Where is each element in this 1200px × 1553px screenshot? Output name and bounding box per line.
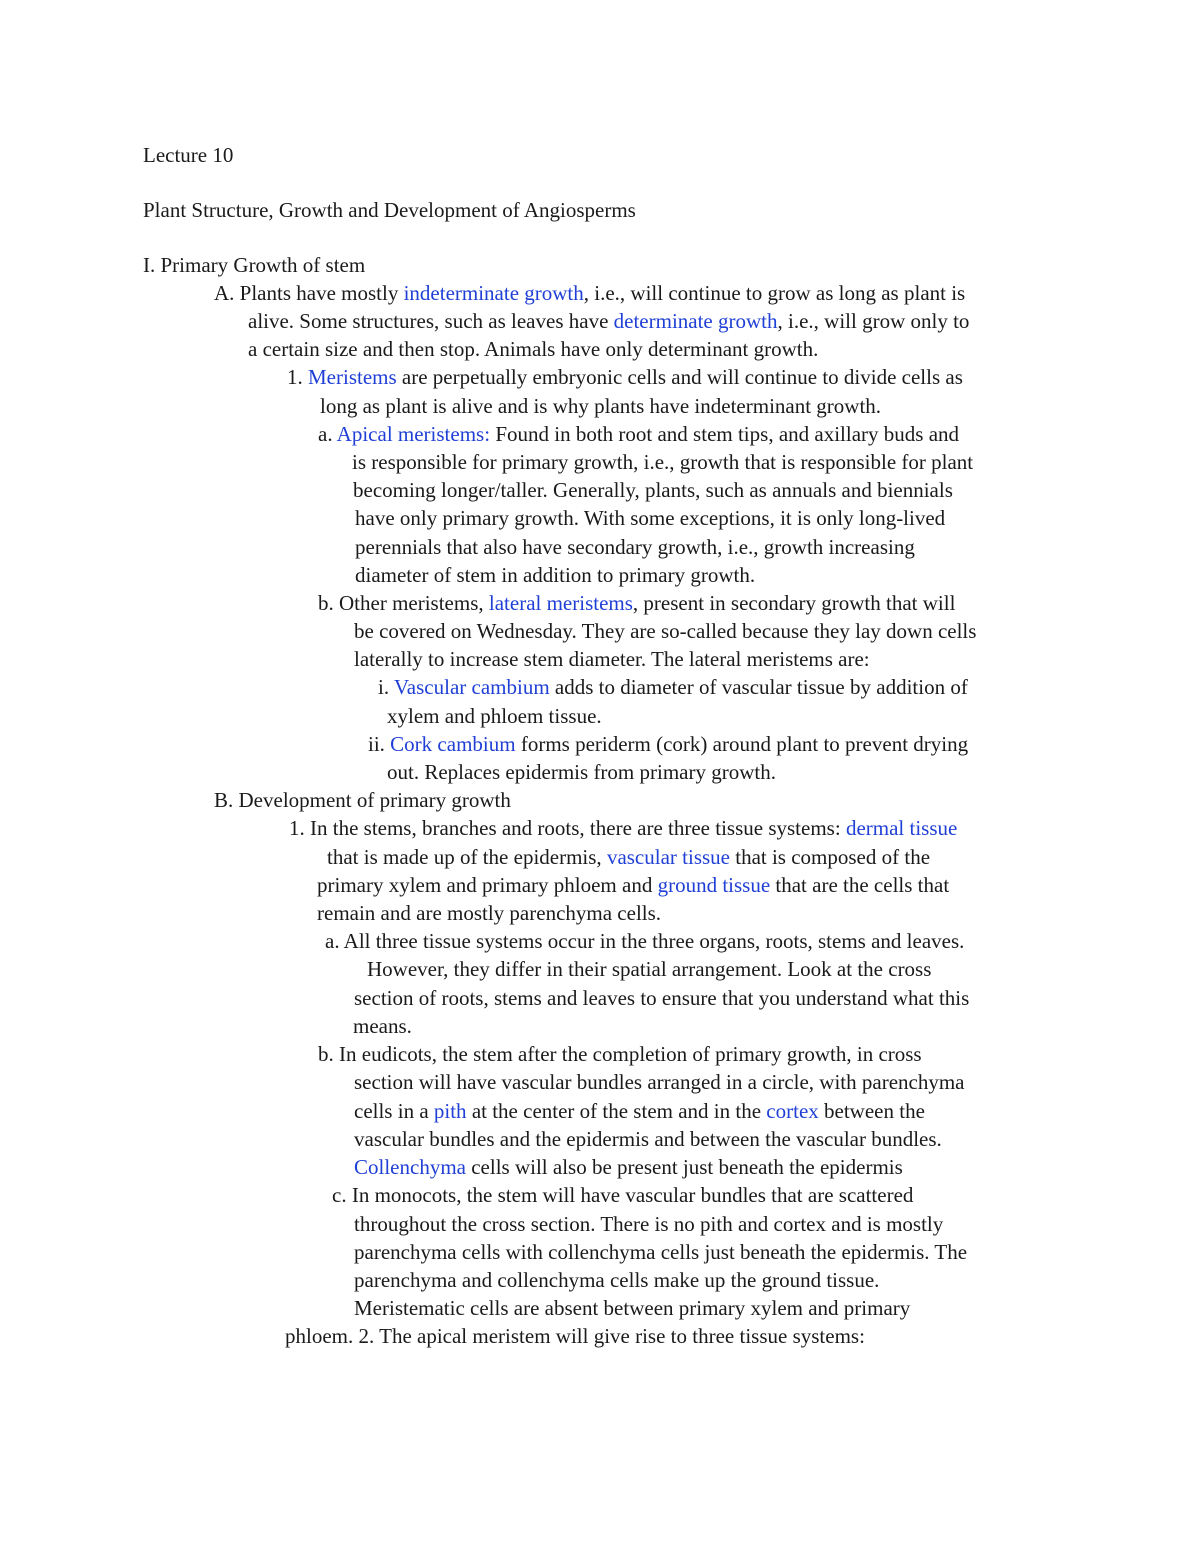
document-line (355, 504, 945, 532)
document-line (354, 984, 969, 1012)
highlighted-term: vascular tissue (606, 845, 730, 869)
line-text: ii. (368, 732, 391, 756)
document-line (354, 1097, 925, 1125)
line-text: between the (818, 1099, 925, 1123)
line-text: forms periderm (cork) around plant to prevent drying (515, 732, 969, 756)
document-line (318, 1040, 922, 1068)
line-text: diameter of stem in addition to primary growth. (355, 563, 756, 587)
document-line (352, 448, 973, 476)
line-text: 1. (287, 365, 308, 389)
line-text: , i.e., will continue to grow as long as plant is (583, 281, 966, 305)
highlighted-term: Vascular cambium (393, 675, 550, 699)
document-line (353, 1012, 412, 1040)
line-text: throughout the cross section. There is no pith and cortex and is mostly (354, 1212, 944, 1236)
highlighted-term: Apical meristems: (336, 422, 491, 446)
line-text: , i.e., will grow only to (777, 309, 970, 333)
document-line (320, 392, 881, 420)
document-line (318, 589, 955, 617)
line-text: that is composed of the (729, 845, 931, 869)
document-line (354, 1125, 942, 1153)
document-line (387, 758, 776, 786)
highlighted-term: determinate growth (613, 309, 778, 333)
line-text: xylem and phloem tissue. (387, 704, 602, 728)
line-text: means. (353, 1014, 412, 1038)
document-line (214, 279, 965, 307)
document-line (354, 1238, 967, 1266)
line-text: are perpetually embryonic cells and will continue to divide cells as (396, 365, 963, 389)
document-line (289, 814, 957, 842)
line-text: remain and are mostly parenchyma cells. (317, 901, 662, 925)
line-text: b. In eudicots, the stem after the completion of primary growth, in cross (318, 1042, 922, 1066)
line-text: out. Replaces epidermis from primary growth. (387, 760, 776, 784)
document-line (318, 420, 959, 448)
document-line (368, 730, 968, 758)
line-text: a. (318, 422, 337, 446)
line-text: have only primary growth. With some exceptions, it is only long-lived (355, 506, 946, 530)
document-line (387, 702, 602, 730)
document-line (354, 617, 976, 645)
line-text: long as plant is alive and is why plants have indeterminant growth. (320, 394, 882, 418)
line-text: However, they differ in their spatial arrangement. Look at the cross (367, 957, 932, 981)
document-line (285, 1322, 865, 1350)
document-line (354, 1210, 943, 1238)
line-text: be covered on Wednesday. They are so-called because they lay down cells (354, 619, 977, 643)
document-line (378, 673, 968, 701)
highlighted-term: dermal tissue (845, 816, 958, 840)
line-text: vascular bundles and the epidermis and between the vascular bundles. (354, 1127, 942, 1151)
document-line (353, 476, 953, 504)
document-line (248, 335, 818, 363)
document-line (143, 251, 365, 279)
line-text: , present in secondary growth that will (632, 591, 956, 615)
line-text: Meristematic cells are absent between primary xylem and primary (354, 1296, 911, 1320)
highlighted-term: Cork cambium (390, 732, 516, 756)
document-line (354, 1068, 965, 1096)
document-line (287, 363, 963, 391)
document-line (355, 533, 915, 561)
document-line (317, 899, 661, 927)
document-subtitle: Plant Structure, Growth and Development of Angiosperms (143, 198, 636, 222)
line-text: primary xylem and primary phloem and (317, 873, 658, 897)
line-text: that are the cells that (770, 873, 950, 897)
highlighted-term: indeterminate growth (403, 281, 584, 305)
line-text: phloem. 2. The apical meristem will give rise to three tissue systems: (285, 1324, 865, 1348)
line-text: perennials that also have secondary growth, i.e., growth increasing (355, 535, 915, 559)
document-line (214, 786, 511, 814)
document-line (332, 1181, 913, 1209)
line-text: section will have vascular bundles arranged in a circle, with parenchyma (354, 1070, 965, 1094)
document-line (354, 1266, 879, 1294)
line-text: i. (378, 675, 394, 699)
highlighted-term: pith (433, 1099, 467, 1123)
line-text: that is made up of the epidermis, (327, 845, 607, 869)
line-text: becoming longer/taller. Generally, plants, such as annuals and biennials (353, 478, 953, 502)
line-text: is responsible for primary growth, i.e., growth that is responsible for plant (352, 450, 974, 474)
line-text: A. Plants have mostly (214, 281, 404, 305)
line-text: parenchyma and collenchyma cells make up the ground tissue. (354, 1268, 880, 1292)
line-text: b. Other meristems, (318, 591, 489, 615)
document-line (354, 1294, 910, 1322)
line-text: laterally to increase stem diameter. The lateral meristems are: (354, 647, 870, 671)
line-text: a certain size and then stop. Animals have only determinant growth. (248, 337, 819, 361)
highlighted-term: Collenchyma (354, 1155, 466, 1179)
line-text: parenchyma cells with collenchyma cells just beneath the epidermis. The (354, 1240, 968, 1264)
line-text: alive. Some structures, such as leaves have (248, 309, 614, 333)
document-line (354, 645, 870, 673)
highlighted-term: cortex (766, 1099, 819, 1123)
line-text: cells will also be present just beneath the epidermis (465, 1155, 903, 1179)
document-line (354, 1153, 903, 1181)
document-line (327, 843, 930, 871)
document-line (325, 927, 964, 955)
document-title: Lecture 10 (143, 143, 234, 167)
line-text: I. Primary Growth of stem (143, 253, 366, 277)
document-line (367, 955, 931, 983)
line-text: at the center of the stem and in the (466, 1099, 767, 1123)
line-text: c. In monocots, the stem will have vascular bundles that are scattered (332, 1183, 914, 1207)
line-text: section of roots, stems and leaves to ensure that you understand what this (354, 986, 970, 1010)
line-text: B. Development of primary growth (214, 788, 511, 812)
highlighted-term: Meristems (308, 365, 397, 389)
line-text: adds to diameter of vascular tissue by addition of (549, 675, 968, 699)
document-line (248, 307, 969, 335)
line-text: 1. In the stems, branches and roots, there are three tissue systems: (289, 816, 846, 840)
line-text: a. All three tissue systems occur in the three organs, roots, stems and leaves. (325, 929, 965, 953)
highlighted-term: lateral meristems (488, 591, 633, 615)
line-text: Found in both root and stem tips, and axillary buds and (490, 422, 960, 446)
line-text: cells in a (354, 1099, 434, 1123)
document-line (317, 871, 949, 899)
document-line (355, 561, 755, 589)
highlighted-term: ground tissue (657, 873, 771, 897)
